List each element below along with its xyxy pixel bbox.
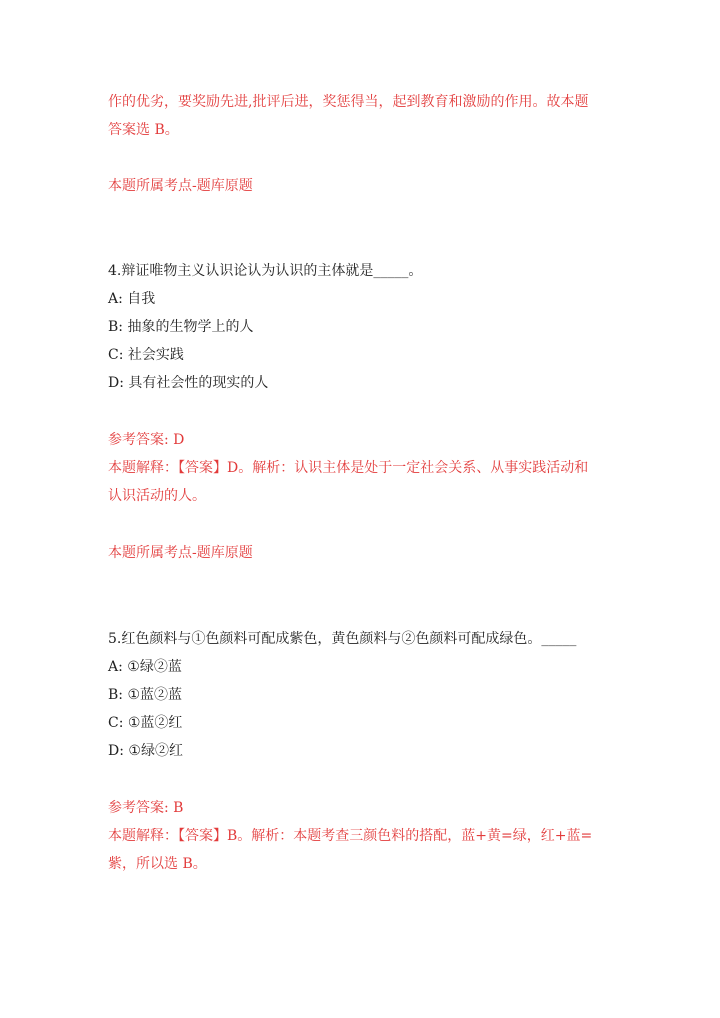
q4-explanation-line-2: 认识活动的人。	[108, 488, 206, 504]
q5-option-d: D: ①绿②红	[108, 743, 183, 759]
prev-explanation-line-2: 答案选 B。	[108, 122, 179, 138]
prev-source-label: 本题所属考点-题库原题	[108, 178, 253, 194]
q4-explanation-line-1: 本题解释：【答案】D。解析：认识主体是处于一定社会关系、从事实践活动和	[108, 460, 589, 476]
q5-option-b: B: ①蓝②蓝	[108, 687, 183, 703]
prev-explanation-line-1: 作的优劣，要奖励先进,批评后进，奖惩得当，起到教育和激励的作用。故本题	[108, 94, 589, 110]
q4-answer: 参考答案: D	[108, 432, 185, 448]
q5-option-a: A: ①绿②蓝	[108, 659, 182, 675]
q5-explanation-line-1: 本题解释：【答案】B。解析：本题考查三颜色料的搭配，蓝+黄=绿，红+蓝=	[108, 828, 593, 844]
q5-option-c: C: ①蓝②红	[108, 715, 183, 731]
q5-answer: 参考答案: B	[108, 800, 184, 816]
q4-option-c: C: 社会实践	[108, 347, 184, 363]
q4-option-a: A: 自我	[108, 291, 156, 307]
q5-explanation-line-2: 紫，所以选 B。	[108, 856, 207, 872]
q4-option-b: B: 抽象的生物学上的人	[108, 319, 254, 335]
q4-option-d: D: 具有社会性的现实的人	[108, 375, 269, 391]
q4-stem: 4.辩证唯物主义认识论认为认识的主体就是_____。	[108, 263, 423, 279]
q5-stem: 5.红色颜料与①色颜料可配成紫色，黄色颜料与②色颜料可配成绿色。_____	[108, 631, 577, 647]
q4-source-label: 本题所属考点-题库原题	[108, 545, 253, 561]
